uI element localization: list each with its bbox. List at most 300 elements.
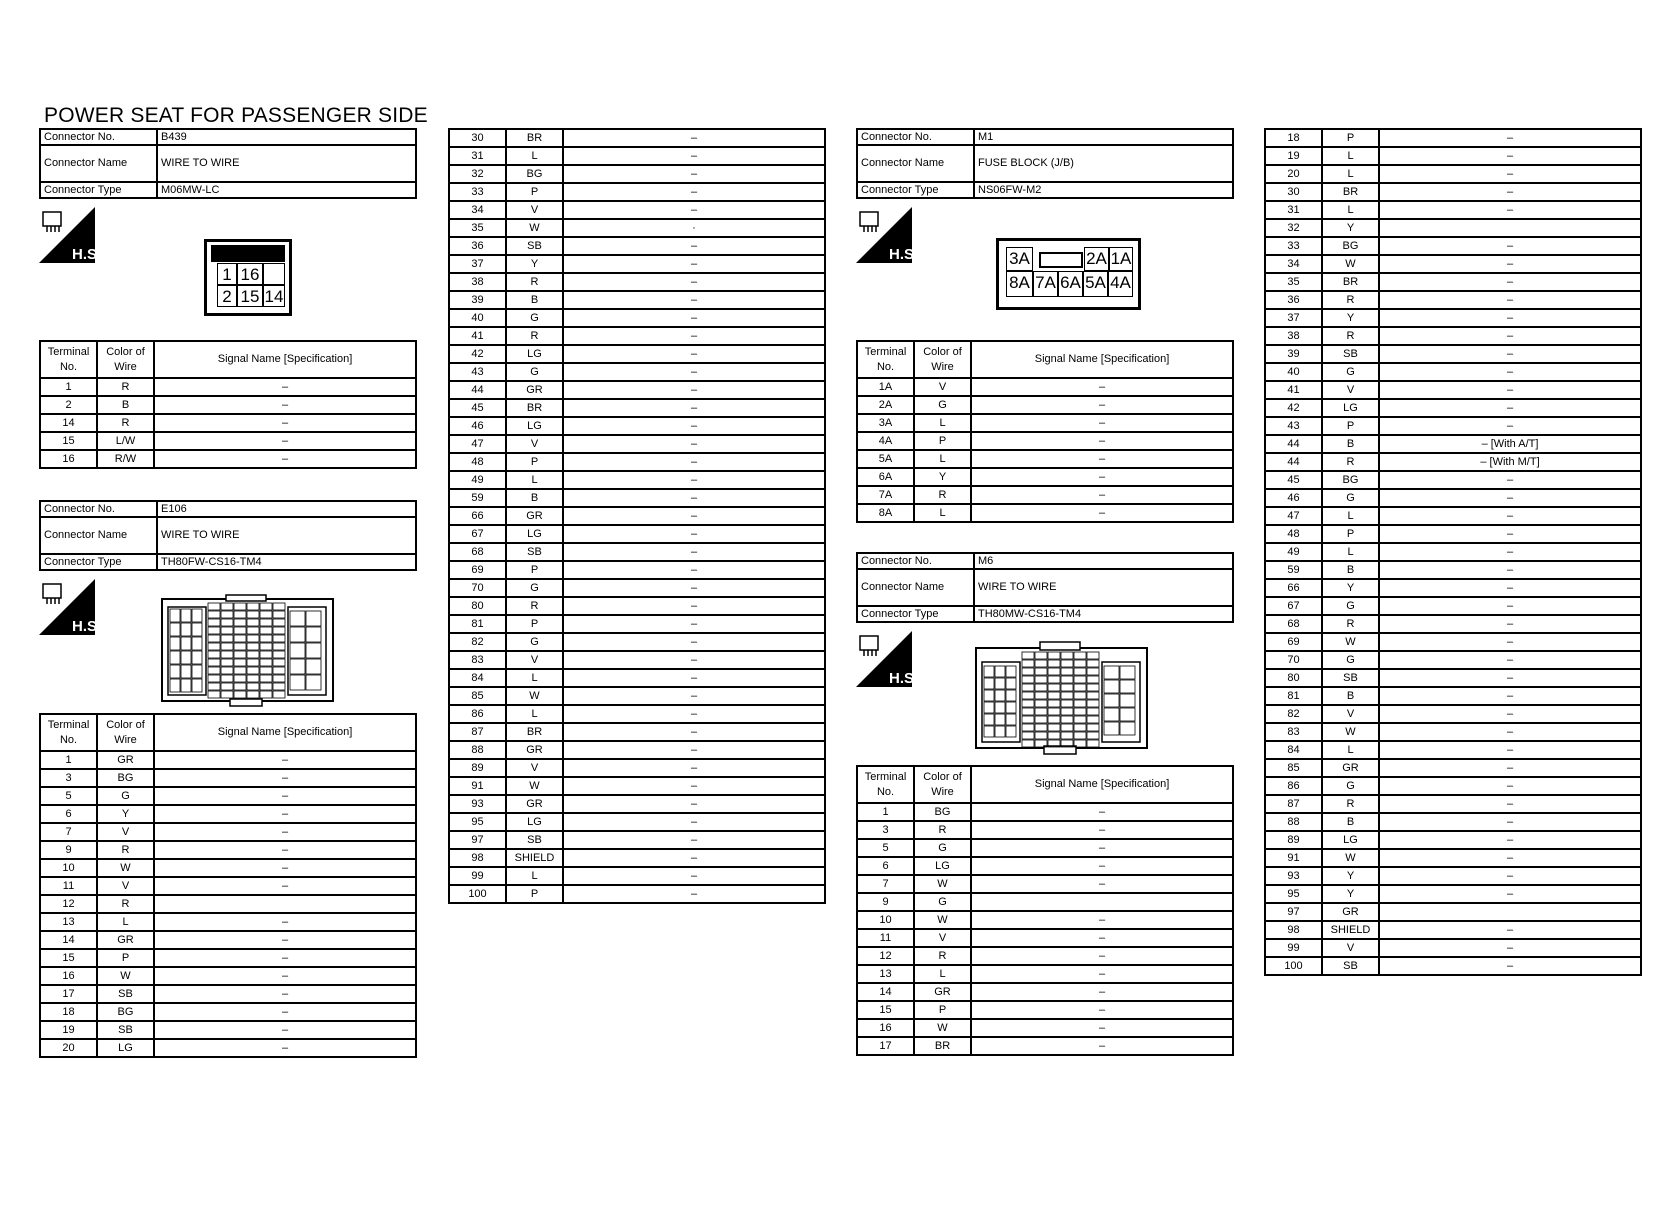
terminal-no-cell: 5A (857, 450, 914, 468)
signal-name-cell: – (563, 579, 825, 597)
table-row (40, 769, 416, 787)
table-row (857, 875, 1233, 893)
table-row (1265, 795, 1641, 813)
terminal-no-cell: 6 (40, 805, 97, 823)
table-row (449, 615, 825, 633)
terminal-no-cell: 10 (40, 859, 97, 877)
wire-color-cell: V (506, 435, 563, 453)
terminal-table-e106-continued (448, 128, 826, 904)
signal-name-cell: – (1379, 849, 1641, 867)
terminal-no-cell: 59 (1265, 561, 1322, 579)
terminal-no-cell: 99 (1265, 939, 1322, 957)
signal-name-cell: – (154, 805, 416, 823)
terminal-no-cell: 38 (449, 273, 506, 291)
wire-color-cell: W (914, 911, 971, 929)
signal-name-cell: – (1379, 921, 1641, 939)
connector-no-value: M6 (974, 553, 1233, 569)
signal-name-cell: – (563, 543, 825, 561)
wire-color-cell: G (1322, 777, 1379, 795)
signal-name-cell: – (563, 615, 825, 633)
hs-label: H.S. (72, 246, 102, 263)
table-row (449, 885, 825, 903)
wire-color-cell: V (506, 201, 563, 219)
wire-color-cell: GR (506, 741, 563, 759)
wire-color-cell: R (914, 821, 971, 839)
signal-name-cell: – (1379, 489, 1641, 507)
terminal-no-cell: 86 (1265, 777, 1322, 795)
wire-color-cell: G (506, 309, 563, 327)
terminal-no-cell: 44 (449, 381, 506, 399)
signal-name-cell: – (154, 769, 416, 787)
terminal-no-cell: 81 (449, 615, 506, 633)
table-row (857, 803, 1233, 821)
table-row (1265, 147, 1641, 165)
wire-color-cell: R (1322, 327, 1379, 345)
signal-name-header: Signal Name [Specification] (971, 341, 1233, 378)
signal-name-cell (154, 895, 416, 913)
terminal-no-cell: 15 (40, 432, 97, 450)
table-row (40, 1003, 416, 1021)
terminal-no-cell: 66 (449, 507, 506, 525)
wire-color-cell: V (914, 929, 971, 947)
table-row (449, 471, 825, 489)
connector-type-label: Connector Type (40, 182, 157, 198)
signal-name-cell: – (563, 147, 825, 165)
terminal-no-cell: 98 (449, 849, 506, 867)
table-row (40, 967, 416, 985)
wire-color-cell: L (1322, 201, 1379, 219)
connector-face-b439 (204, 239, 292, 316)
terminal-no-cell: 82 (1265, 705, 1322, 723)
table-row (449, 759, 825, 777)
signal-name-cell: – (563, 597, 825, 615)
wire-color-cell: R (97, 414, 154, 432)
pin: 14 (264, 287, 284, 306)
table-row (449, 723, 825, 741)
signal-name-cell: – (1379, 651, 1641, 669)
wire-color-cell: SB (97, 985, 154, 1003)
wire-color-cell: P (914, 1001, 971, 1019)
table-row (40, 1039, 416, 1057)
terminal-no-cell: 11 (40, 877, 97, 895)
connector-info-table (856, 128, 1234, 199)
table-row (449, 687, 825, 705)
terminal-no-cell: 15 (40, 949, 97, 967)
terminal-no-cell: 85 (449, 687, 506, 705)
wire-color-cell: P (1322, 525, 1379, 543)
table-row (449, 849, 825, 867)
terminal-no-cell: 13 (857, 965, 914, 983)
wire-color-cell: GR (506, 381, 563, 399)
table-row (449, 363, 825, 381)
signal-name-cell: – (154, 877, 416, 895)
wire-color-cell: B (1322, 687, 1379, 705)
table-row (40, 787, 416, 805)
color-of-wire-header: Color of Wire (97, 714, 154, 751)
signal-name-cell: – (563, 831, 825, 849)
wire-color-cell: R (97, 841, 154, 859)
terminal-no-cell: 5 (857, 839, 914, 857)
terminal-no-cell: 100 (449, 885, 506, 903)
table-row (1265, 759, 1641, 777)
table-row (857, 432, 1233, 450)
wire-color-cell: G (506, 363, 563, 381)
signal-name-cell: – (1379, 777, 1641, 795)
signal-name-cell: – (971, 414, 1233, 432)
signal-name-cell: – (563, 687, 825, 705)
signal-name-cell: – (1379, 201, 1641, 219)
wire-color-cell: P (1322, 417, 1379, 435)
terminal-no-cell: 34 (449, 201, 506, 219)
wire-color-cell: R (1322, 795, 1379, 813)
terminal-table (39, 340, 417, 469)
terminal-no-cell: 16 (857, 1019, 914, 1037)
connector-type-value: M06MW-LC (157, 182, 416, 198)
signal-name-cell: – (971, 929, 1233, 947)
terminal-no-cell: 84 (1265, 741, 1322, 759)
terminal-no-cell: 1 (40, 378, 97, 396)
signal-name-cell: – (971, 821, 1233, 839)
wire-color-cell: GR (506, 507, 563, 525)
signal-name-cell: – (1379, 417, 1641, 435)
terminal-no-cell: 36 (449, 237, 506, 255)
wire-color-cell: LG (506, 525, 563, 543)
pin: 15 (237, 285, 263, 307)
table-row (1265, 165, 1641, 183)
terminal-no-cell: 47 (1265, 507, 1322, 525)
terminal-no-cell: 35 (449, 219, 506, 237)
terminal-no-cell: 14 (40, 414, 97, 432)
terminal-no-cell: 83 (449, 651, 506, 669)
terminal-no-cell: 6A (857, 468, 914, 486)
signal-name-cell: – (971, 839, 1233, 857)
signal-name-cell: – (563, 453, 825, 471)
pin (263, 263, 285, 285)
terminal-no-cell: 39 (449, 291, 506, 309)
table-row (449, 219, 825, 237)
wire-color-cell: G (1322, 597, 1379, 615)
terminal-no-cell: 31 (1265, 201, 1322, 219)
table-row (857, 893, 1233, 911)
signal-name-cell: – (971, 911, 1233, 929)
signal-name-cell: – (563, 291, 825, 309)
wire-color-cell: L (506, 867, 563, 885)
connector-info-e106 (39, 500, 417, 571)
table-row (1265, 741, 1641, 759)
wire-color-cell: BR (914, 1037, 971, 1055)
connector-name-value: WIRE TO WIRE (974, 569, 1233, 606)
table-row (857, 839, 1233, 857)
signal-name-header: Signal Name [Specification] (154, 341, 416, 378)
signal-name-cell: – (563, 741, 825, 759)
terminal-no-cell: 11 (857, 929, 914, 947)
terminal-no-cell: 97 (449, 831, 506, 849)
signal-name-cell: – (563, 885, 825, 903)
terminal-no-cell: 97 (1265, 903, 1322, 921)
terminal-no-cell: 30 (1265, 183, 1322, 201)
wire-color-cell: V (97, 877, 154, 895)
signal-name-cell: – (154, 1003, 416, 1021)
wire-color-cell: LG (506, 417, 563, 435)
table-row (857, 450, 1233, 468)
signal-name-cell: – (563, 813, 825, 831)
table-row (857, 1037, 1233, 1055)
terminal-no-cell: 86 (449, 705, 506, 723)
wire-color-cell: BR (506, 723, 563, 741)
terminal-no-cell: 44 (1265, 453, 1322, 471)
terminal-no-cell: 34 (1265, 255, 1322, 273)
table-row (1265, 885, 1641, 903)
signal-name-cell: – (1379, 381, 1641, 399)
terminal-no-cell: 32 (449, 165, 506, 183)
signal-name-cell: – (563, 309, 825, 327)
terminal-no-header: Terminal No. (40, 714, 97, 751)
connector-name-value: FUSE BLOCK (J/B) (974, 145, 1233, 182)
wire-color-cell: LG (1322, 399, 1379, 417)
wire-color-cell: L (506, 669, 563, 687)
wire-color-cell: SB (97, 1021, 154, 1039)
signal-name-cell: – (1379, 273, 1641, 291)
table-row (1265, 453, 1641, 471)
wire-color-cell: L (914, 450, 971, 468)
wire-color-cell: L (1322, 543, 1379, 561)
connector-type-label: Connector Type (40, 554, 157, 570)
wire-color-cell: BG (97, 769, 154, 787)
terminal-no-cell: 19 (1265, 147, 1322, 165)
signal-name-cell: – (1379, 885, 1641, 903)
table-row (857, 821, 1233, 839)
table-row (449, 705, 825, 723)
terminal-no-cell: 45 (449, 399, 506, 417)
terminal-no-cell: 48 (1265, 525, 1322, 543)
signal-name-cell: – (1379, 705, 1641, 723)
signal-name-cell: – (154, 913, 416, 931)
table-row (1265, 273, 1641, 291)
signal-name-cell: – (154, 432, 416, 450)
connector-info-table (856, 552, 1234, 623)
connector-name-label: Connector Name (40, 145, 157, 182)
table-row (1265, 561, 1641, 579)
terminal-no-cell: 42 (449, 345, 506, 363)
pin: 1 (217, 263, 237, 285)
pin: 3A (1006, 247, 1033, 271)
signal-name-cell: – (563, 381, 825, 399)
terminal-no-cell: 95 (449, 813, 506, 831)
wire-color-cell: W (1322, 723, 1379, 741)
signal-name-cell: – (1379, 579, 1641, 597)
terminal-table-m6-continued (1264, 128, 1642, 976)
wire-color-cell: G (914, 893, 971, 911)
wire-color-cell: Y (1322, 885, 1379, 903)
table-row (857, 414, 1233, 432)
table-row (40, 432, 416, 450)
table-row (1265, 903, 1641, 921)
table-row (1265, 669, 1641, 687)
table-row (1265, 291, 1641, 309)
connector-info-m6 (856, 552, 1234, 623)
table-row (1265, 471, 1641, 489)
wire-color-cell: LG (506, 813, 563, 831)
table-row (1265, 129, 1641, 147)
terminal-no-header: Terminal No. (40, 341, 97, 378)
wire-color-cell: V (506, 651, 563, 669)
signal-name-cell: – (1379, 759, 1641, 777)
terminal-no-cell: 30 (449, 129, 506, 147)
table-row (40, 378, 416, 396)
wire-color-cell: R (914, 947, 971, 965)
connector-name-label: Connector Name (40, 517, 157, 554)
connector-no-label: Connector No. (857, 553, 974, 569)
table-row (449, 831, 825, 849)
terminal-no-cell: 14 (857, 983, 914, 1001)
signal-name-cell: – (1379, 309, 1641, 327)
wire-color-cell: P (506, 885, 563, 903)
wire-color-cell: P (506, 561, 563, 579)
connector-type-label: Connector Type (857, 606, 974, 622)
signal-name-cell: – (154, 414, 416, 432)
terminal-no-cell: 93 (1265, 867, 1322, 885)
terminal-no-cell: 18 (40, 1003, 97, 1021)
terminal-table-m1 (856, 340, 1234, 523)
signal-name-cell: – (563, 165, 825, 183)
terminal-no-cell: 80 (449, 597, 506, 615)
wire-color-cell: BG (1322, 237, 1379, 255)
wire-color-cell: V (1322, 705, 1379, 723)
signal-name-cell: – (154, 378, 416, 396)
terminal-no-cell: 20 (1265, 165, 1322, 183)
signal-name-cell: – (563, 795, 825, 813)
table-row (40, 1021, 416, 1039)
terminal-no-cell: 38 (1265, 327, 1322, 345)
wire-color-cell: SHIELD (1322, 921, 1379, 939)
table-row (857, 965, 1233, 983)
table-row (1265, 831, 1641, 849)
table-row (1265, 705, 1641, 723)
wire-color-cell: GR (1322, 903, 1379, 921)
terminal-no-cell: 1A (857, 378, 914, 396)
wire-color-cell: BG (1322, 471, 1379, 489)
terminal-no-cell: 12 (40, 895, 97, 913)
signal-name-cell: – (1379, 597, 1641, 615)
table-row (1265, 957, 1641, 975)
wire-color-cell: W (506, 219, 563, 237)
terminal-no-cell: 32 (1265, 219, 1322, 237)
wire-color-cell: GR (97, 751, 154, 769)
signal-name-cell: – (1379, 363, 1641, 381)
table-row (1265, 309, 1641, 327)
wire-color-cell: BG (914, 803, 971, 821)
terminal-no-cell: 83 (1265, 723, 1322, 741)
terminal-no-cell: 89 (449, 759, 506, 777)
wire-color-cell: V (914, 378, 971, 396)
terminal-no-cell: 37 (1265, 309, 1322, 327)
signal-name-cell: – (1379, 237, 1641, 255)
wire-color-cell: BR (506, 129, 563, 147)
signal-name-cell: – (1379, 687, 1641, 705)
wire-color-cell: SB (1322, 957, 1379, 975)
table-row (40, 823, 416, 841)
wire-color-cell: B (506, 489, 563, 507)
connector-no-label: Connector No. (40, 501, 157, 517)
signal-name-cell: – (563, 345, 825, 363)
terminal-no-cell: 31 (449, 147, 506, 165)
signal-name-cell: – (971, 965, 1233, 983)
terminal-no-cell: 10 (857, 911, 914, 929)
signal-name-cell: – (1379, 957, 1641, 975)
terminal-no-cell: 3 (857, 821, 914, 839)
table-row (1265, 687, 1641, 705)
terminal-no-cell: 95 (1265, 885, 1322, 903)
connector-info-m1 (856, 128, 1234, 199)
connector-type-value: NS06FW-M2 (974, 182, 1233, 198)
signal-name-cell: – (563, 399, 825, 417)
terminal-no-cell: 18 (1265, 129, 1322, 147)
terminal-no-cell: 81 (1265, 687, 1322, 705)
signal-name-cell: · (563, 219, 825, 237)
connector-no-value: B439 (157, 129, 416, 145)
table-row (1265, 489, 1641, 507)
terminal-no-cell: 69 (449, 561, 506, 579)
table-row (449, 147, 825, 165)
pin: 4A (1108, 271, 1133, 297)
table-row (449, 237, 825, 255)
table-row (1265, 633, 1641, 651)
wire-color-cell: L (506, 147, 563, 165)
signal-name-cell: – (563, 507, 825, 525)
table-row (449, 399, 825, 417)
signal-name-cell: – (1379, 867, 1641, 885)
terminal-no-cell: 35 (1265, 273, 1322, 291)
signal-name-cell: – (1379, 669, 1641, 687)
table-row (1265, 183, 1641, 201)
signal-name-cell: – (154, 931, 416, 949)
signal-name-cell: – (563, 669, 825, 687)
pin: 6A (1058, 271, 1083, 297)
table-row (40, 931, 416, 949)
signal-name-cell: – (1379, 615, 1641, 633)
table-row (449, 543, 825, 561)
terminal-no-cell: 87 (1265, 795, 1322, 813)
wire-color-cell: B (506, 291, 563, 309)
wire-color-cell: LG (914, 857, 971, 875)
hs-label: H.S. (889, 670, 919, 687)
wire-color-cell: SB (1322, 669, 1379, 687)
terminal-no-cell: 39 (1265, 345, 1322, 363)
signal-name-cell: – (971, 468, 1233, 486)
table-row (1265, 399, 1641, 417)
wire-color-cell: G (1322, 363, 1379, 381)
terminal-table-e106 (39, 713, 417, 1058)
table-row (40, 414, 416, 432)
wire-color-cell: B (1322, 561, 1379, 579)
signal-name-cell: – (563, 705, 825, 723)
signal-name-cell: – (971, 947, 1233, 965)
terminal-no-cell: 3 (40, 769, 97, 787)
signal-name-header: Signal Name [Specification] (971, 766, 1233, 803)
terminal-table (448, 128, 826, 904)
table-row (857, 1001, 1233, 1019)
connector-no-value: M1 (974, 129, 1233, 145)
signal-name-cell: – (1379, 939, 1641, 957)
wire-color-cell: Y (1322, 309, 1379, 327)
signal-name-cell: – (154, 985, 416, 1003)
signal-name-cell (1379, 219, 1641, 237)
terminal-no-cell: 43 (449, 363, 506, 381)
connector-info-table (39, 128, 417, 199)
wire-color-cell: Y (1322, 867, 1379, 885)
signal-name-cell: – (563, 759, 825, 777)
table-row (40, 895, 416, 913)
